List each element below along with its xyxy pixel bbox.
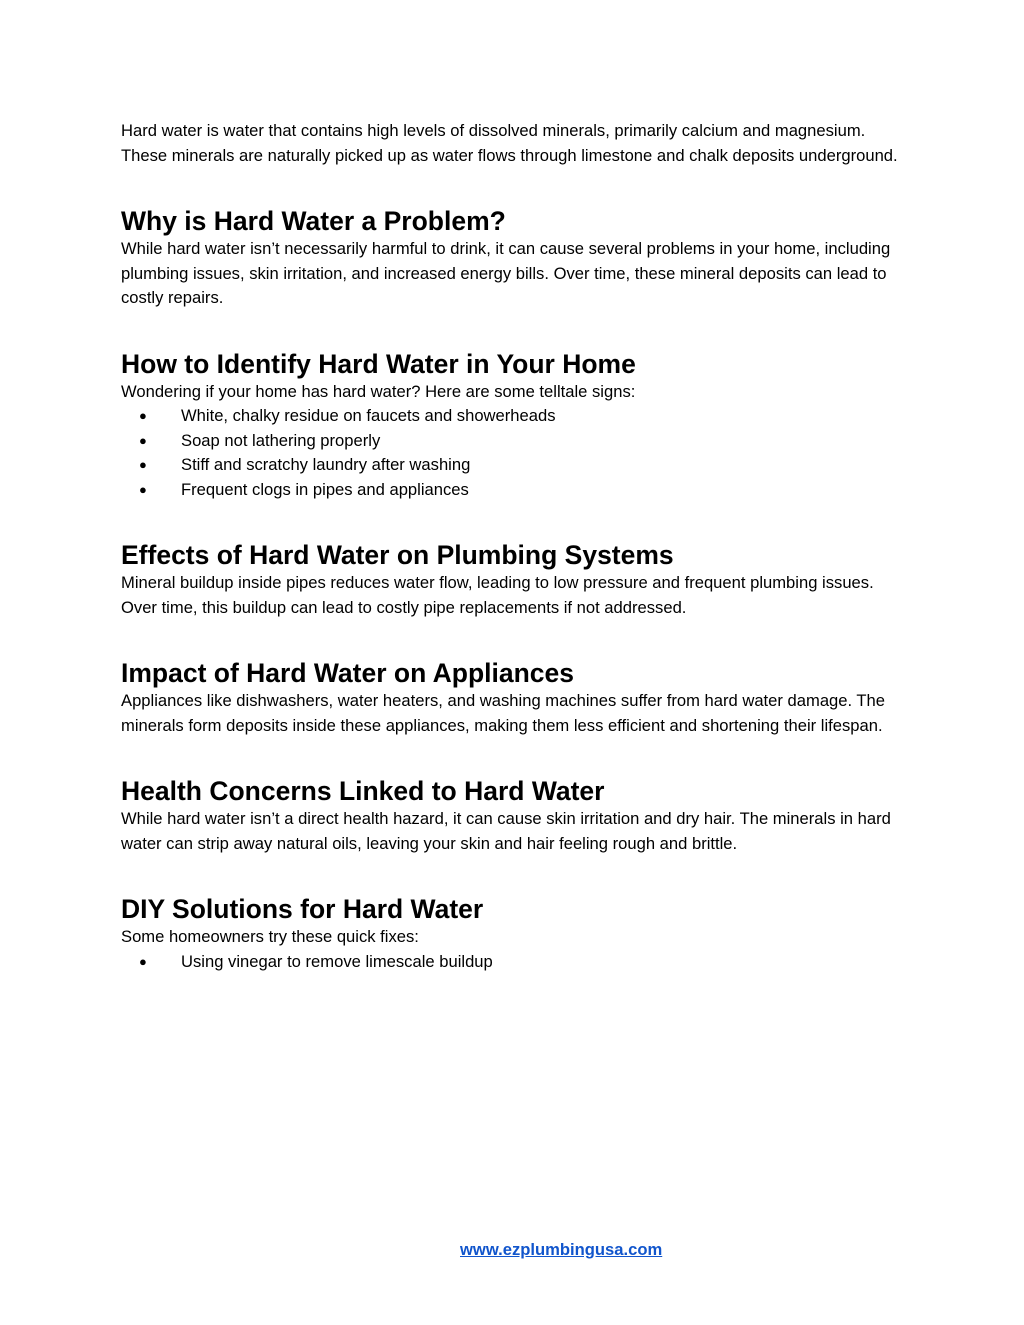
paragraph-identify: Wondering if your home has hard water? Here are some telltale signs: <box>121 381 636 401</box>
list-item: ● Stiff and scratchy laundry after washing <box>121 453 911 478</box>
paragraph-plumbing-effects: Mineral buildup inside pipes reduces water flow, leading to low pressure and frequent plumbing issues. Over time, this buildup can lead to costly pipe replacements if not addressed. <box>121 573 874 617</box>
bullet-icon: ● <box>139 432 147 448</box>
list-item: ● Frequent clogs in pipes and appliances <box>121 478 911 503</box>
footer-website-link[interactable]: www.ezplumbingusa.com <box>460 1240 663 1259</box>
paragraph-diy: Some homeowners try these quick fixes: <box>121 927 419 946</box>
list-item: ● White, chalky residue on faucets and showerheads <box>121 404 911 429</box>
heading-why-problem: Why is Hard Water a Problem? <box>121 206 506 236</box>
list-item: ● Using vinegar to remove limescale buildup <box>121 950 911 975</box>
paragraph-appliances: Appliances like dishwashers, water heaters, and washing machines suffer from hard water damage. The minerals form deposits inside these appliances, making them less efficient and shortening their lifespan. <box>121 691 886 735</box>
paragraph-why-problem: While hard water isn’t necessarily harmful to drink, it can cause several problems in your home, including plumbing issues, skin irritation, and increased energy bills. Over time, these mineral deposits can lead to costly repairs. <box>121 239 891 307</box>
list-item: ● Soap not lathering properly <box>121 429 911 454</box>
paragraph-health: While hard water isn’t a direct health hazard, it can cause skin irritation and dry hair. The minerals in hard water can strip away natural oils, leaving your skin and hair feeling rough and brittle. <box>121 809 891 853</box>
signs-list <box>121 404 911 502</box>
bullet-icon: ● <box>139 953 147 969</box>
diy-list <box>121 950 911 975</box>
heading-appliances: Impact of Hard Water on Appliances <box>121 658 575 688</box>
bullet-icon: ● <box>139 408 147 423</box>
heading-diy: DIY Solutions for Hard Water <box>121 894 484 924</box>
document-page <box>121 119 911 974</box>
bullet-icon: ● <box>139 481 147 497</box>
bullet-icon: ● <box>139 457 147 472</box>
heading-identify: How to Identify Hard Water in Your Home <box>121 348 636 379</box>
heading-health: Health Concerns Linked to Hard Water <box>121 776 605 806</box>
heading-plumbing-effects: Effects of Hard Water on Plumbing Systems <box>121 540 674 570</box>
intro-paragraph: Hard water is water that contains high levels of dissolved minerals, primarily calcium and magnesium. These minerals are naturally picked up as water flows through limestone and chalk deposits underground. <box>121 121 898 165</box>
